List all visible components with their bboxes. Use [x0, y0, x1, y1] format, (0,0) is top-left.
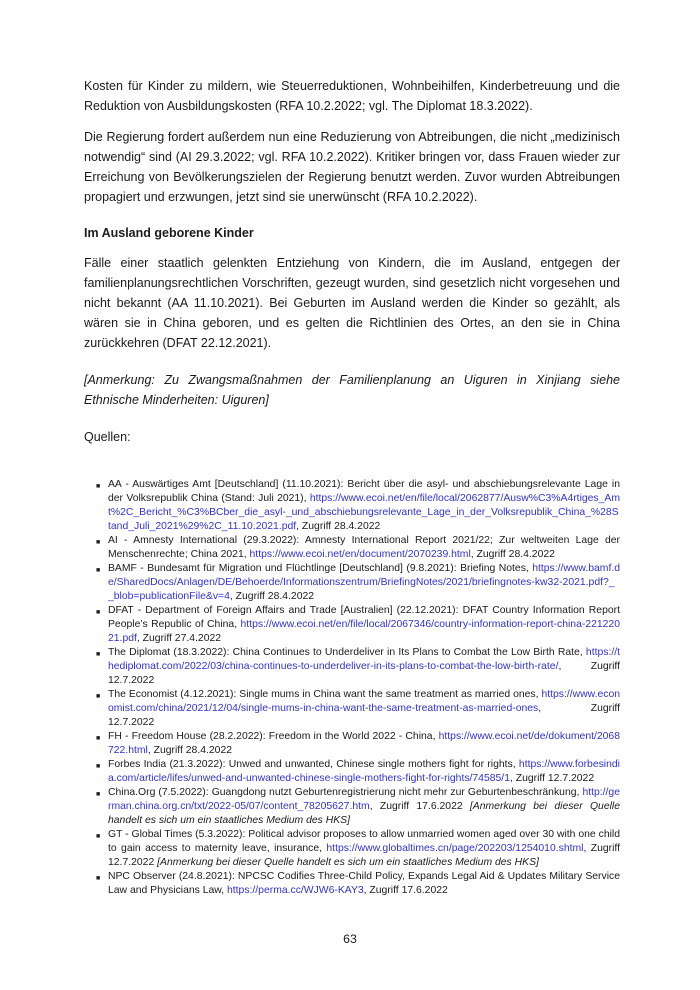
source-item: [84, 758, 620, 786]
sources-list: [84, 478, 620, 898]
source-item: [84, 688, 620, 730]
source-link[interactable]: https://www.ecoi.net/en/file/local/2067346/country-information-report-china-22122021.pdf: [108, 619, 620, 644]
source-link[interactable]: https://perma.cc/WJW6-KAY3: [227, 885, 364, 896]
source-citation-text: NPC Observer (24.8.2021): NPCSC Codifies Three-Child Policy, Expands Legal Aid & Updates Military Service Law and Physicians Law,: [108, 871, 620, 896]
source-citation-text: , Zugriff 27.4.2022: [136, 633, 222, 644]
source-item: [84, 478, 620, 534]
source-link[interactable]: https://www.globaltimes.cn/page/202203/1254010.shtml: [326, 843, 584, 854]
source-item: [84, 828, 620, 870]
source-link[interactable]: https://www.ecoi.net/en/document/2070239.html: [249, 549, 471, 560]
source-link[interactable]: http://german.china.org.cn/txt/2022-05/07/content_78205627.htm: [108, 787, 620, 812]
square-bullet-icon: ■: [96, 693, 101, 700]
source-citation-text: BAMF - Bundesamt für Migration und Flüchtlinge [Deutschland] (9.8.2021): Briefing Notes,: [108, 563, 533, 574]
source-citation-text: , Zugriff 12.7.2022: [509, 773, 595, 784]
section-heading-children-abroad: Im Ausland geborene Kinder: [84, 226, 254, 240]
paragraph-abortion-policy: Die Regierung fordert außerdem nun eine Reduzierung von Abtreibungen, die nicht „medizinisch notwendig“ sind (AI 29.3.2022; vgl. RFA 10.2.2022). Kritiker bringen vor, dass Frauen wieder zur Erreichung von Bevölkerungszielen der Regierung benutzt werden. Zuvor wurden Abtreibungen propagiert und erzwungen, jetzt sind sie unerwünscht (RFA 10.2.2022).: [84, 130, 620, 204]
source-link[interactable]: https://www.forbesindia.com/article/lifes/unwed-and-unwanted-chinese-single-mothers-fight-for-rights/74585/1: [108, 759, 620, 784]
source-citation-text: The Diplomat (18.3.2022): China Continues to Underdeliver in Its Plans to Combat the Low Birth Rate,: [108, 647, 586, 658]
source-citation-text: AI - Amnesty International (29.3.2022): Amnesty International Report 2021/22; Zur weltweiten Lage der Menschenrechte; China 2021,: [108, 535, 620, 560]
square-bullet-icon: ■: [96, 791, 101, 798]
source-link[interactable]: https://thediplomat.com/2022/03/china-continues-to-underdeliver-in-its-plans-to-combat-the-low-birth-rate/: [108, 647, 620, 672]
source-item: [84, 562, 620, 604]
source-citation-text: , Zugriff 17.6.2022: [363, 885, 448, 896]
source-citation-text: FH - Freedom House (28.2.2022): Freedom in the World 2022 - China,: [108, 731, 439, 742]
source-citation-text: DFAT - Department of Foreign Affairs and Trade [Australien] (22.12.2021): DFAT Country Information Report People’s Republic of China,: [108, 605, 620, 630]
source-citation-text: , Zugriff 28.4.2022: [229, 591, 315, 602]
paragraph-children-abroad: Fälle einer staatlich gelenkten Entziehung von Kindern, die im Ausland, entgegen der familienplanungsrechtlichen Vorschriften, gezeugt wurden, sind gesetzlich nicht vorgesehen und nicht bekannt (AA 11.10.2021). Bei Geburten im Ausland werden die Kinder so gezählt, als wären sie in China geboren, und es gelten die Richtlinien des Ortes, an den sie in China zurückkehren (DFAT 22.12.2021).: [84, 256, 620, 350]
square-bullet-icon: ■: [96, 539, 101, 546]
source-item: [84, 604, 620, 646]
square-bullet-icon: ■: [96, 567, 101, 574]
source-link[interactable]: https://www.economist.com/china/2021/12/04/single-mums-in-china-want-the-same-treatment-as-married-ones: [108, 689, 620, 714]
source-item: [84, 646, 620, 688]
source-citation-text: The Economist (4.12.2021): Single mums in China want the same treatment as married ones,: [108, 689, 542, 700]
source-item: [84, 730, 620, 758]
source-citation-text: , Zugriff 12.7.2022: [108, 703, 620, 728]
remark-note: [Anmerkung: Zu Zwangsmaßnahmen der Familienplanung an Uiguren in Xinjiang siehe Ethnische Minderheiten: Uiguren]: [84, 373, 620, 407]
square-bullet-icon: ■: [96, 875, 101, 882]
source-link[interactable]: https://www.ecoi.net/de/dokument/2068722.html: [108, 731, 620, 756]
source-citation-text: Forbes India (21.3.2022): Unwed and unwanted, Chinese single mothers fight for rights,: [108, 759, 519, 770]
square-bullet-icon: ■: [96, 735, 101, 742]
square-bullet-icon: ■: [96, 833, 101, 840]
source-citation-text: China.Org (7.5.2022): Guangdong nutzt Geburtenregistrierung nicht mehr zur Geburtenbeschränkung,: [108, 787, 583, 798]
source-item: [84, 786, 620, 828]
source-state-media-note: [Anmerkung bei dieser Quelle handelt es sich um ein staatliches Medium des HKS]: [157, 857, 539, 868]
source-citation-text: , Zugriff 17.6.2022: [369, 801, 470, 812]
source-link[interactable]: https://www.ecoi.net/en/file/local/2062877/Ausw%C3%A4rtiges_Amt%2C_Bericht_%C3%BCber_die_asyl-_und_abschiebungsrelevante_Lage_in_der_Volksrepublik_China_%28Stand_Juli_2021%29%2C_11.10.2021.pdf: [108, 493, 620, 532]
square-bullet-icon: ■: [96, 651, 101, 658]
square-bullet-icon: ■: [96, 609, 101, 616]
source-citation-text: , Zugriff 12.7.2022: [108, 661, 620, 686]
paragraph-child-costs: Kosten für Kinder zu mildern, wie Steuerreduktionen, Wohnbeihilfen, Kinderbetreuung und die Reduktion von Ausbildungskosten (RFA 10.2.2022; vgl. The Diplomat 18.3.2022).: [84, 79, 620, 113]
source-item: [84, 870, 620, 898]
source-citation-text: , Zugriff 12.7.2022: [108, 843, 620, 868]
source-citation-text: AA - Auswärtiges Amt [Deutschland] (11.10.2021): Bericht über die asyl- und abschiebungsrelevante Lage in der Volksrepublik China (Stand: Juli 2021),: [108, 479, 620, 504]
source-state-media-note: [Anmerkung bei dieser Quelle handelt es sich um ein staatliches Medium des HKS]: [108, 801, 620, 826]
sources-label: Quellen:: [84, 430, 131, 444]
source-link[interactable]: https://www.bamf.de/SharedDocs/Anlagen/DE/Behoerde/Informationszentrum/BriefingNotes/2021/briefingnotes-kw32-2021.pdf?__blob=publicationFile&v=4: [108, 563, 620, 602]
source-citation-text: , Zugriff 28.4.2022: [470, 549, 555, 560]
square-bullet-icon: ■: [96, 483, 101, 490]
source-citation-text: GT - Global Times (5.3.2022): Political advisor proposes to allow unmarried women aged over 30 with one child to gain access to maternity leave, insurance,: [108, 829, 620, 854]
page-number: 63: [343, 932, 357, 946]
source-item: [84, 534, 620, 562]
source-citation-text: , Zugriff 28.4.2022: [296, 521, 381, 532]
square-bullet-icon: ■: [96, 763, 101, 770]
source-citation-text: , Zugriff 28.4.2022: [147, 745, 233, 756]
